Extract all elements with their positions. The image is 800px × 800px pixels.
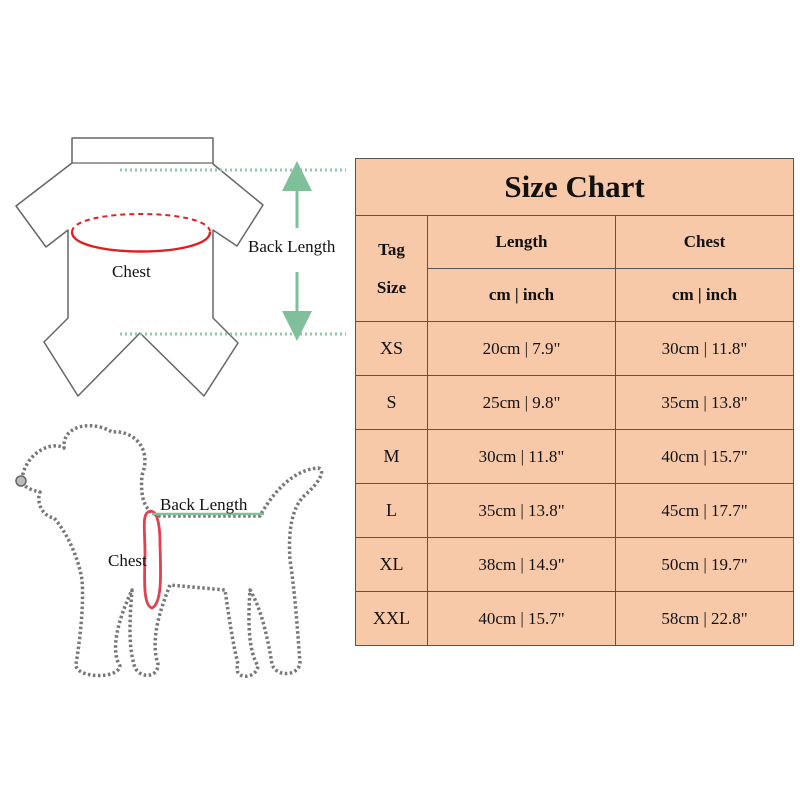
chest-header: Chest xyxy=(616,216,794,269)
length-cell: 20cm | 7.9" xyxy=(428,322,616,376)
shirt-back-length-label: Back Length xyxy=(248,237,336,256)
chest-cell: 50cm | 19.7" xyxy=(616,538,794,592)
length-header: Length xyxy=(428,216,616,269)
tag-size-header xyxy=(356,216,428,322)
size-cell: XXL xyxy=(356,592,428,646)
size-cell: S xyxy=(356,376,428,430)
dog-back-length-label: Back Length xyxy=(160,495,248,514)
length-cell: 30cm | 11.8" xyxy=(428,430,616,484)
dog-chest-label: Chest xyxy=(108,551,147,570)
size-cell: M xyxy=(356,430,428,484)
chest-cell: 30cm | 11.8" xyxy=(616,322,794,376)
table-row xyxy=(356,592,794,646)
chest-unit: cm | inch xyxy=(616,269,794,322)
size-cell: L xyxy=(356,484,428,538)
table-row xyxy=(356,430,794,484)
size-chart-title-row xyxy=(356,159,794,216)
length-cell: 40cm | 15.7" xyxy=(428,592,616,646)
tag-label: Tag xyxy=(378,239,405,259)
length-cell: 25cm | 9.8" xyxy=(428,376,616,430)
chest-cell: 58cm | 22.8" xyxy=(616,592,794,646)
table-row xyxy=(356,376,794,430)
size-label: Size xyxy=(376,277,407,297)
header-row xyxy=(356,216,794,269)
size-cell: XL xyxy=(356,538,428,592)
table-row xyxy=(356,484,794,538)
shirt-chest-label: Chest xyxy=(112,262,151,281)
dog-diagram xyxy=(16,426,322,677)
table-row xyxy=(356,322,794,376)
chest-cell: 40cm | 15.7" xyxy=(616,430,794,484)
table-row xyxy=(356,538,794,592)
chest-cell: 45cm | 17.7" xyxy=(616,484,794,538)
length-cell: 35cm | 13.8" xyxy=(428,484,616,538)
dog-outline xyxy=(22,426,322,677)
size-chart-title: Size Chart xyxy=(356,159,794,216)
shirt-diagram xyxy=(16,138,346,396)
length-cell: 38cm | 14.9" xyxy=(428,538,616,592)
chest-cell: 35cm | 13.8" xyxy=(616,376,794,430)
size-cell: XS xyxy=(356,322,428,376)
size-chart-table xyxy=(355,158,794,646)
length-unit: cm | inch xyxy=(428,269,616,322)
dog-nose xyxy=(16,476,26,486)
